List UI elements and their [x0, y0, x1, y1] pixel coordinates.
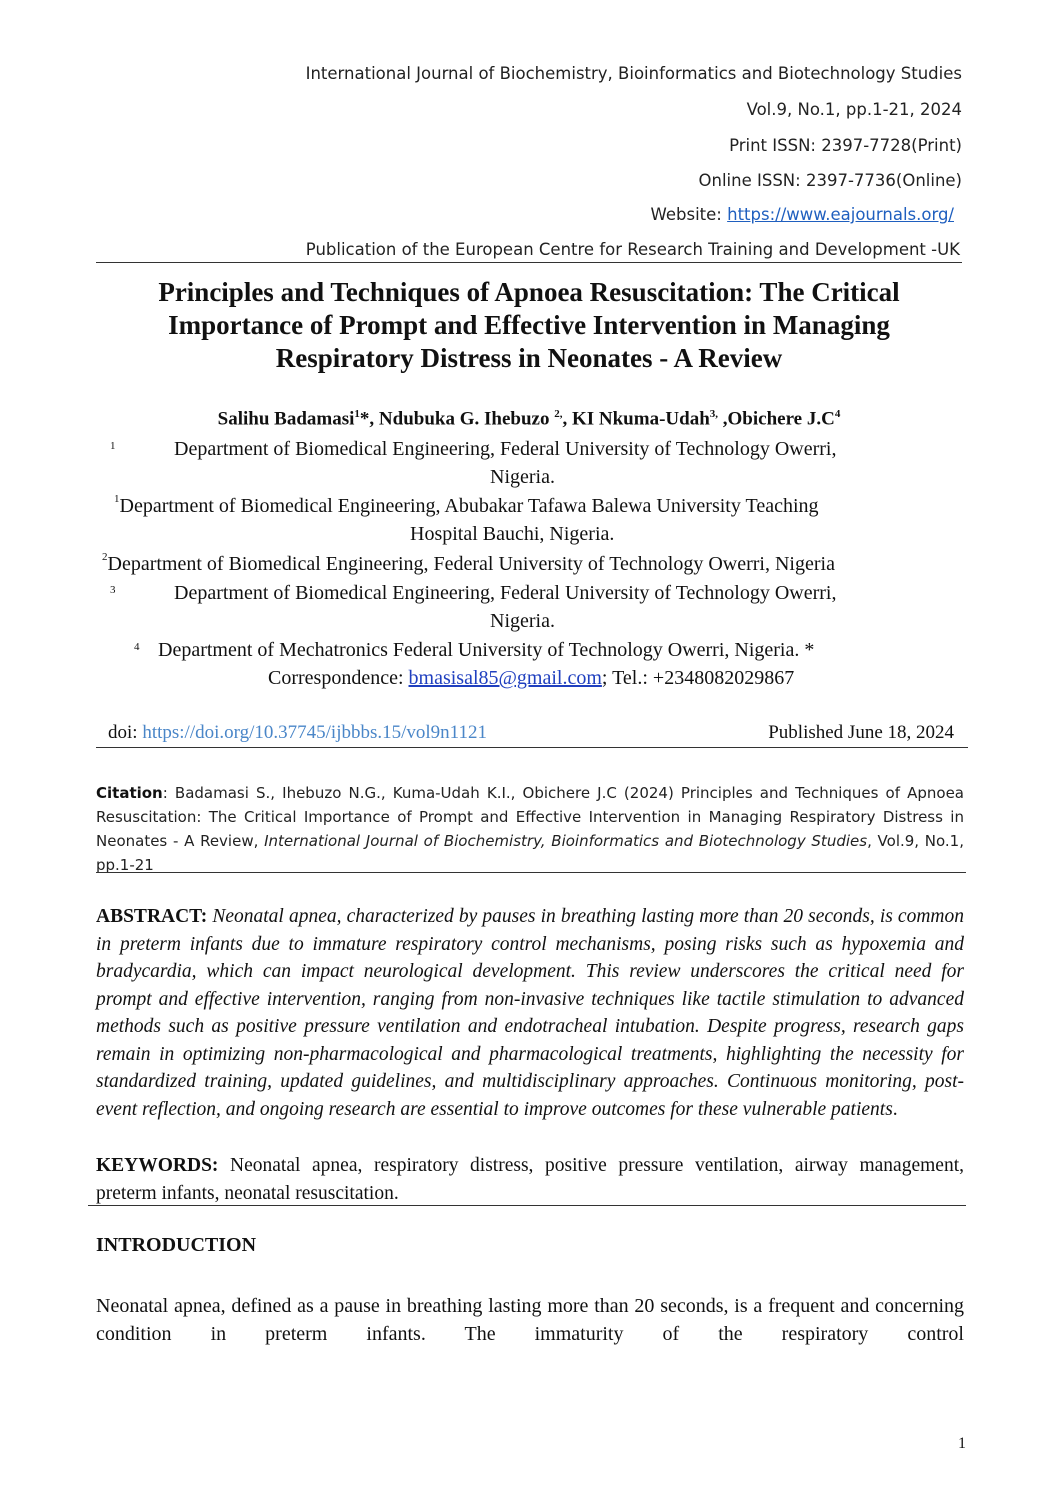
author-2-separator: ,	[562, 408, 572, 430]
author-1-mark: *,	[359, 408, 379, 430]
title-line-3: Respiratory Distress in Neonates - A Review	[275, 343, 783, 373]
journal-name: International Journal of Biochemistry, Bioinformatics and Biotechnology Studies	[305, 64, 962, 83]
page-number: 1	[958, 1435, 966, 1452]
affiliation-2-text: Department of Biomedical Engineering, Federal University of Technology Owerri, Nigeria	[107, 553, 835, 575]
citation-divider	[96, 872, 966, 873]
doi-link[interactable]: https://doi.org/10.37745/ijbbbs.15/vol9n1121	[142, 722, 487, 743]
author-1: Salihu Badamasi	[217, 408, 355, 430]
affiliation-2-line-1	[102, 553, 835, 576]
header-divider	[96, 262, 962, 263]
keywords-label: KEYWORDS:	[96, 1155, 219, 1176]
affiliation-1-line-2: Nigeria.	[490, 466, 555, 488]
title-line-1: Principles and Techniques of Apnoea Resuscitation: The Critical	[158, 277, 900, 307]
correspondence-telephone: ; Tel.: +2348082029867	[601, 667, 795, 689]
website-line	[651, 205, 954, 224]
author-1-affiliation: 1	[354, 408, 360, 420]
print-issn: Print ISSN: 2397-7728(Print)	[729, 136, 962, 155]
paper-title	[90, 276, 968, 375]
abstract-end: .	[892, 1098, 898, 1120]
doi-label: doi:	[108, 722, 143, 743]
keywords-block	[96, 1152, 964, 1207]
affiliation-3-number: 3	[110, 584, 116, 596]
website-label: Website:	[650, 205, 728, 224]
citation-volume: , Vol.9, No.1, pp.1-21	[96, 832, 964, 874]
citation-label: Citation	[96, 784, 163, 802]
abstract-block	[96, 903, 964, 1123]
affiliation-2-number: 2	[102, 551, 108, 563]
doi-line	[108, 722, 954, 744]
affiliation-3-line-1: Department of Biomedical Engineering, Federal University of Technology Owerri,	[174, 582, 837, 604]
title-line-2: Importance of Prompt and Effective Intervention in Managing	[168, 310, 890, 340]
affiliation-4-number: 4	[134, 641, 140, 653]
abstract-label: ABSTRACT:	[96, 906, 208, 927]
volume-info: Vol.9, No.1, pp.1-21, 2024	[746, 100, 962, 119]
author-2: Ndubuka G. Ihebuzo	[378, 408, 555, 430]
keywords-text: Neonatal apnea, respiratory distress, positive pressure ventilation, airway management, preterm infants, neonatal resuscitation.	[96, 1155, 964, 1204]
citation-text: : Badamasi S., Ihebuzo N.G., Kuma-Udah K.I., Obichere J.C (2024) Principles and Techniques of Apnoea Resuscitation: The Critical Importance of Prompt and Effective Intervention in Managing Respiratory Distress in Neonates - A Review,	[96, 784, 964, 850]
affiliation-3-line-2: Nigeria.	[490, 610, 555, 632]
author-2-affiliation: 2,	[554, 408, 563, 420]
correspondence-line	[268, 667, 794, 690]
abstract-text: Neonatal apnea, characterized by pauses in breathing lasting more than 20 seconds, is common in preterm infants due to immature respiratory control mechanisms, posing risks such as hypoxemia and bradycardia, which can impact neurological development. This review underscores the critical need for prompt and effective intervention, ranging from non-invasive techniques like tactile stimulation to advanced methods such as positive pressure ventilation and endotracheal intubation. Despite progress, research gaps remain in optimizing non-pharmacological and pharmacological treatments, highlighting the necessity for standardized training, updated guidelines, and multidisciplinary approaches. Continuous monitoring, post-event reflection, and ongoing research are essential to improve outcomes for these vulnerable patients	[96, 906, 964, 1120]
affiliation-1b-line-1	[114, 495, 819, 518]
author-3-separator: ,	[718, 408, 728, 430]
affiliation-4-line-1: Department of Mechatronics Federal University of Technology Owerri, Nigeria. *	[158, 639, 815, 661]
author-list	[60, 408, 998, 430]
affiliation-1-number: 1	[110, 440, 116, 452]
published-date: Published June 18, 2024	[768, 722, 954, 743]
citation-block	[96, 781, 964, 877]
author-4: Obichere J.C	[727, 408, 835, 430]
website-link[interactable]: https://www.eajournals.org/	[727, 205, 954, 224]
correspondence-label: Correspondence:	[268, 667, 409, 689]
correspondence-email-link[interactable]: bmasisal85@gmail.com	[408, 667, 602, 689]
affiliation-1b-text: Department of Biomedical Engineering, Abubakar Tafawa Balewa University Teaching	[119, 495, 819, 517]
doi-divider	[96, 747, 968, 748]
affiliation-1b-number: 1	[114, 493, 120, 505]
keywords-divider	[88, 1205, 966, 1206]
citation-journal: International Journal of Biochemistry, Bioinformatics and Biotechnology Studies	[264, 832, 868, 850]
author-3-affiliation: 3,	[709, 408, 719, 420]
affiliation-1b-line-2: Hospital Bauchi, Nigeria.	[410, 523, 615, 545]
author-3: KI Nkuma-Udah	[571, 408, 710, 430]
affiliation-1-line-1: Department of Biomedical Engineering, Federal University of Technology Owerri,	[174, 438, 837, 460]
publisher-line: Publication of the European Centre for Research Training and Development -UK	[305, 240, 960, 259]
online-issn: Online ISSN: 2397-7736(Online)	[698, 171, 962, 190]
author-4-affiliation: 4	[834, 408, 841, 420]
introduction-paragraph: Neonatal apnea, defined as a pause in breathing lasting more than 20 seconds, is a frequent and concerning condition in preterm infants. The immaturity of the respiratory control	[96, 1295, 964, 1345]
introduction-heading: INTRODUCTION	[96, 1234, 257, 1256]
